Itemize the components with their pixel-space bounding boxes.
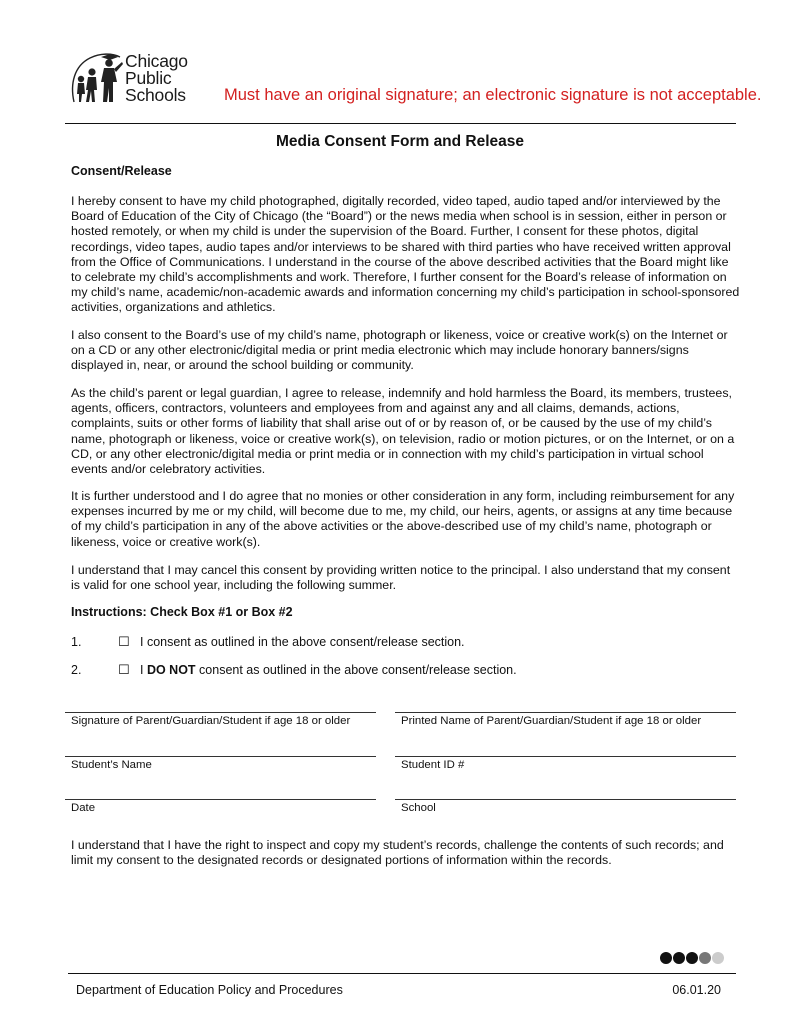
signature-line[interactable] xyxy=(65,712,376,713)
section-heading: Consent/Release xyxy=(71,164,172,178)
paragraph-media-use: I also consent to the Board’s use of my child’s name, photograph or likeness, voice or creative work(s) on the Internet or on a CD or any other electronic/digital media or print media electronic which may include honorary banners/signs displayed in, near, or around the school building or community. xyxy=(71,328,728,373)
school-label: School xyxy=(401,802,436,814)
dot-icon xyxy=(712,952,724,964)
logo-line-schools: Schools xyxy=(125,85,186,105)
student-id-line[interactable] xyxy=(395,756,736,757)
student-name-line[interactable] xyxy=(65,756,376,757)
logo-line-chicago: Chicago xyxy=(125,51,188,71)
printed-name-line[interactable] xyxy=(395,712,736,713)
date-label: Date xyxy=(71,802,96,814)
date-line[interactable] xyxy=(65,799,376,800)
progress-dots xyxy=(660,952,724,964)
footer-department: Department of Education Policy and Procedures xyxy=(76,983,343,997)
option-label: I DO NOT consent as outlined in the above consent/release section. xyxy=(140,663,517,677)
cps-logo xyxy=(68,44,208,108)
option-consent xyxy=(71,634,465,650)
signature-warning: Must have an original signature; an electronic signature is not acceptable. xyxy=(224,86,762,104)
student-name-label: Student’s Name xyxy=(71,759,152,771)
student-id-label: Student ID # xyxy=(401,759,465,771)
paragraph-no-compensation: It is further understood and I do agree that no monies or other consideration in any form, including reimbursement for any expenses incurred by me or my child, will become due to me, my child, our heirs, agents, or assigns at any time because of my child’s participation in any of the above activities or the above-described use of my child’s name, photograph or likeness, voice or creative work(s). xyxy=(71,489,735,549)
paragraph-release: As the child’s parent or legal guardian, I agree to release, indemnify and hold harmless the Board, its members, trustees, agents, officers, contractors, volunteers and employees from and against any and all claims, demands, actions, complaints, suits or other forms of liability that shall arise out of or by reason of, or be caused by the use of my child’s name, photograph or likeness, voice or creative work(s), on television, radio or motion pictures, or on the Internet, or on a CD, or any other electronic/digital media or print media or in connection with my child’s participation in virtual school events and/or celebratory activities. xyxy=(71,386,735,477)
signature-label: Signature of Parent/Guardian/Student if age 18 or older xyxy=(71,715,351,727)
cps-logo-figures-icon xyxy=(68,44,126,108)
do-not-consent-checkbox[interactable]: ☐ xyxy=(118,662,130,677)
consent-checkbox[interactable]: ☐ xyxy=(118,634,130,649)
option-label: I consent as outlined in the above consent/release section. xyxy=(140,635,465,649)
paragraph-consent: I hereby consent to have my child photographed, digitally recorded, video taped, audio taped and/or interviewed by the Board of Education of the City of Chicago (the “Board”) or the news media when school is in session, either in person or hosted remotely, or when my child is under the supervision of the Board. Further, I consent for these photos, digital recordings, video tapes, audio tapes and/or interviews to be shared with third parties who have received written approval from the Office of Communications. I understand in the course of the above described activities that the Board might like to celebrate my child’s accomplishments and work. Therefore, I further consent for the Board’s release of information on my child’s name, academic/non-academic awards and information concerning my child’s participation in school-sponsored activities, organizations and athletics. xyxy=(71,194,740,315)
logo-line-public: Public xyxy=(125,68,172,88)
dot-icon xyxy=(699,952,711,964)
dot-icon xyxy=(660,952,672,964)
form-title: Media Consent Form and Release xyxy=(275,133,525,150)
option-number: 1. xyxy=(71,635,82,649)
dot-icon xyxy=(686,952,698,964)
cps-logo-text xyxy=(125,53,188,104)
school-line[interactable] xyxy=(395,799,736,800)
header-divider xyxy=(65,123,736,124)
paragraph-records-rights: I understand that I have the right to inspect and copy my student’s records, challenge the contents of such records; and limit my consent to the designated records or designated portions of information within the records. xyxy=(71,838,724,868)
footer-date: 06.01.20 xyxy=(672,983,721,997)
option-do-not-consent xyxy=(71,662,517,678)
footer-divider xyxy=(68,973,736,974)
printed-name-label: Printed Name of Parent/Guardian/Student if age 18 or older xyxy=(401,715,702,727)
dot-icon xyxy=(673,952,685,964)
instructions: Instructions: Check Box #1 or Box #2 xyxy=(71,605,293,619)
option-number: 2. xyxy=(71,663,82,677)
paragraph-cancellation: I understand that I may cancel this consent by providing written notice to the principal. I also understand that my consent is valid for one school year, including the following summer. xyxy=(71,563,731,593)
